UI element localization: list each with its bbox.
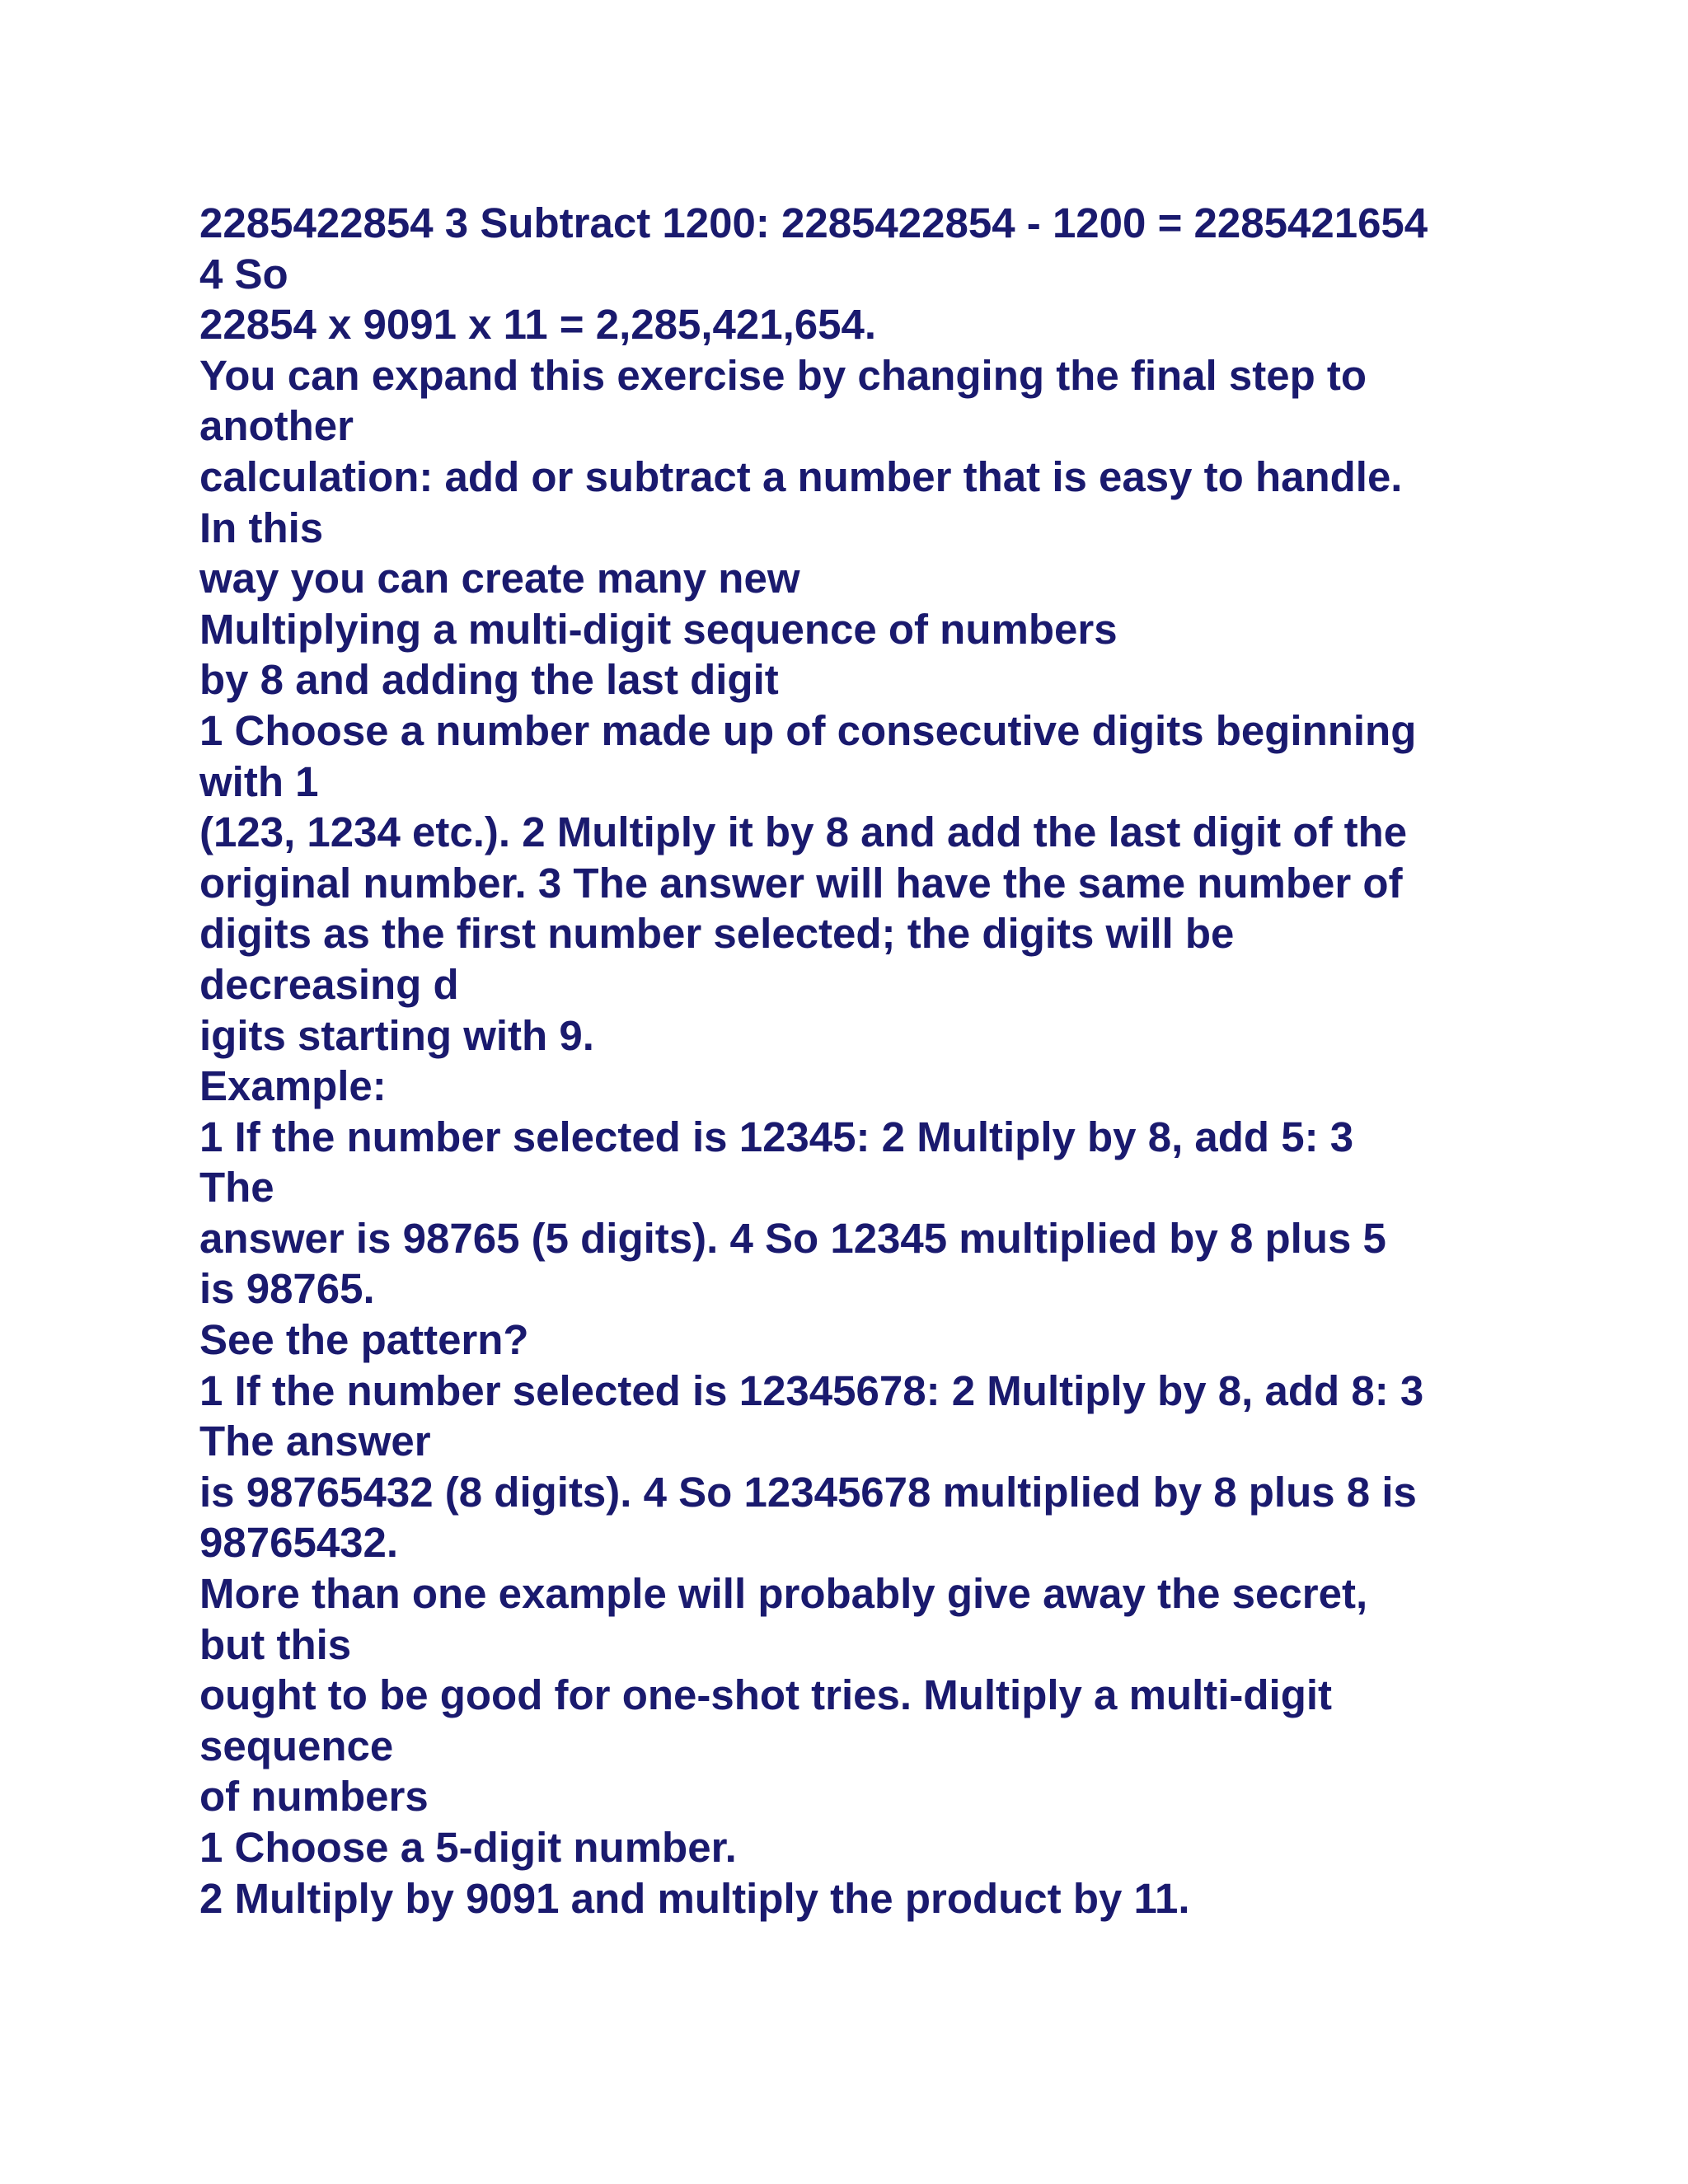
text-line: digits as the first number selected; the digits will be bbox=[199, 910, 1235, 958]
text-line: igits starting with 9. bbox=[199, 1011, 594, 1059]
text-line: More than one example will probably give away the secret, bbox=[199, 1570, 1368, 1618]
text-line: See the pattern? bbox=[199, 1316, 529, 1364]
text-line: 1 Choose a number made up of consecutive digits beginning bbox=[199, 706, 1417, 754]
text-line: sequence bbox=[199, 1722, 394, 1769]
text-line: ought to be good for one-shot tries. Multiply a multi-digit bbox=[199, 1671, 1333, 1719]
text-line: You can expand this exercise by changing the final step to bbox=[199, 351, 1367, 399]
text-line: 4 So bbox=[199, 250, 288, 298]
text-line: Example: bbox=[199, 1062, 387, 1110]
text-line: calculation: add or subtract a number that is easy to handle. bbox=[199, 452, 1403, 500]
text-line: but this bbox=[199, 1620, 352, 1668]
text-line: another bbox=[199, 402, 354, 450]
text-line: answer is 98765 (5 digits). 4 So 12345 multiplied by 8 plus 5 bbox=[199, 1214, 1386, 1262]
text-line: 22854 x 9091 x 11 = 2,285,421,654. bbox=[199, 301, 877, 349]
text-line: is 98765. bbox=[199, 1265, 375, 1313]
text-line: 2 Multiply by 9091 and multiply the product by 11. bbox=[199, 1874, 1190, 1922]
text-line: 1 If the number selected is 12345: 2 Multiply by 8, add 5: 3 bbox=[199, 1113, 1354, 1160]
text-line: In this bbox=[199, 504, 324, 551]
text-line: original number. 3 The answer will have the same number of bbox=[199, 859, 1403, 907]
text-line: The answer bbox=[199, 1418, 431, 1465]
text-line: with 1 bbox=[199, 757, 319, 805]
text-line: The bbox=[199, 1164, 274, 1212]
text-line: Multiplying a multi-digit sequence of numbers bbox=[199, 605, 1118, 653]
text-line: by 8 and adding the last digit bbox=[199, 656, 779, 704]
text-line: way you can create many new bbox=[199, 555, 800, 602]
text-line: 98765432. bbox=[199, 1519, 399, 1567]
document-text bbox=[199, 198, 1535, 1924]
text-line: 1 If the number selected is 12345678: 2 Multiply by 8, add 8: 3 bbox=[199, 1366, 1424, 1414]
text-line: 2285422854 3 Subtract 1200: 2285422854 - 1200 = 2285421654 bbox=[199, 199, 1428, 246]
text-line: decreasing d bbox=[199, 960, 459, 1008]
text-line: 1 Choose a 5-digit number. bbox=[199, 1824, 737, 1871]
text-line: (123, 1234 etc.). 2 Multiply it by 8 and add the last digit of the bbox=[199, 808, 1408, 856]
text-line: is 98765432 (8 digits). 4 So 12345678 multiplied by 8 plus 8 is bbox=[199, 1468, 1417, 1516]
text-line: of numbers bbox=[199, 1773, 429, 1821]
